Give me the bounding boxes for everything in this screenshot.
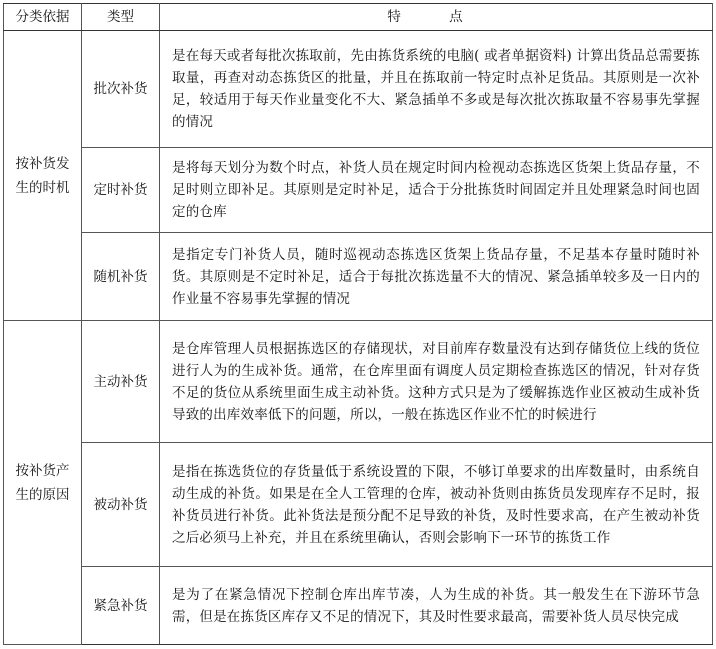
table-row xyxy=(4,321,713,443)
feature-passive: 是指在拣选货位的存货量低于系统设置的下限，不够订单要求的出库数量时，由系统自动生成的补货。如果是在全人工管理的仓库，被动补货则由拣货员发现库存不足时，报补货员进行补货。此补货法是预分配不足导致的补货，及时性要求高，在产生被动补货之后必须马上补充，并且在系统里确认，否则会影响下一环节的拣货工作 xyxy=(160,443,713,567)
table-header-row xyxy=(4,4,713,31)
group-basis-cause: 按补货产生的原因 xyxy=(4,321,82,645)
table-row xyxy=(4,148,713,233)
feature-scheduled: 是将每天划分为数个时点，补货人员在规定时间内检视动态拣选区货架上货品存量，不足时则立即补足。其原则是定时补足，适合于分批拣货时间固定并且处理紧急时间也固定的仓库 xyxy=(160,148,713,233)
type-batch: 批次补货 xyxy=(82,31,160,148)
table-row xyxy=(4,233,713,321)
type-random: 随机补货 xyxy=(82,233,160,321)
header-features xyxy=(160,4,713,31)
type-active: 主动补货 xyxy=(82,321,160,443)
table-row xyxy=(4,31,713,148)
type-scheduled: 定时补货 xyxy=(82,148,160,233)
feature-batch: 是在每天或者每批次拣取前，先由拣货系统的电脑( 或者单据资料) 计算出货品总需要拣取量，再查对动态拣货区的批量，并且在拣取前一特定时点补足货品。其原则是一次补足，较适用于每天作业量变化不大、紧急插单不多或是每次批次拣取量不容易事先掌握的情况 xyxy=(160,31,713,148)
replenishment-types-table xyxy=(3,3,713,645)
feature-active: 是仓库管理人员根据拣选区的存储现状，对目前库存数量没有达到存储货位上线的货位进行人为的生成补货。通常，在仓库里面有调度人员定期检查拣选区的情况，针对存货不足的货位从系统里面生成主动补货。这种方式只是为了缓解拣选作业区被动生成补货导致的出库效率低下的问题，所以，一般在拣选区作业不忙的时候进行 xyxy=(160,321,713,443)
table-row xyxy=(4,443,713,567)
type-emergency: 紧急补货 xyxy=(82,567,160,645)
feature-random: 是指定专门补货人员，随时巡视动态拣选区货架上货品存量，不足基本存量时随时补货。其原则是不定时补足，适合于每批次拣选量不大的情况、紧急插单较多及一日内的作业量不容易事先掌握的情况 xyxy=(160,233,713,321)
header-basis: 分类依据 xyxy=(4,4,82,31)
feature-emergency: 是为了在紧急情况下控制仓库出库节凑，人为生成的补货。其一般发生在下游环节急需，但是在拣货区库存又不足的情况下，其及时性要求最高，需要补货人员尽快完成 xyxy=(160,567,713,645)
header-type: 类型 xyxy=(82,4,160,31)
table-row xyxy=(4,567,713,645)
type-passive: 被动补货 xyxy=(82,443,160,567)
header-features-label: 特 点 xyxy=(387,9,485,25)
group-basis-timing: 按补货发生的时机 xyxy=(4,31,82,321)
